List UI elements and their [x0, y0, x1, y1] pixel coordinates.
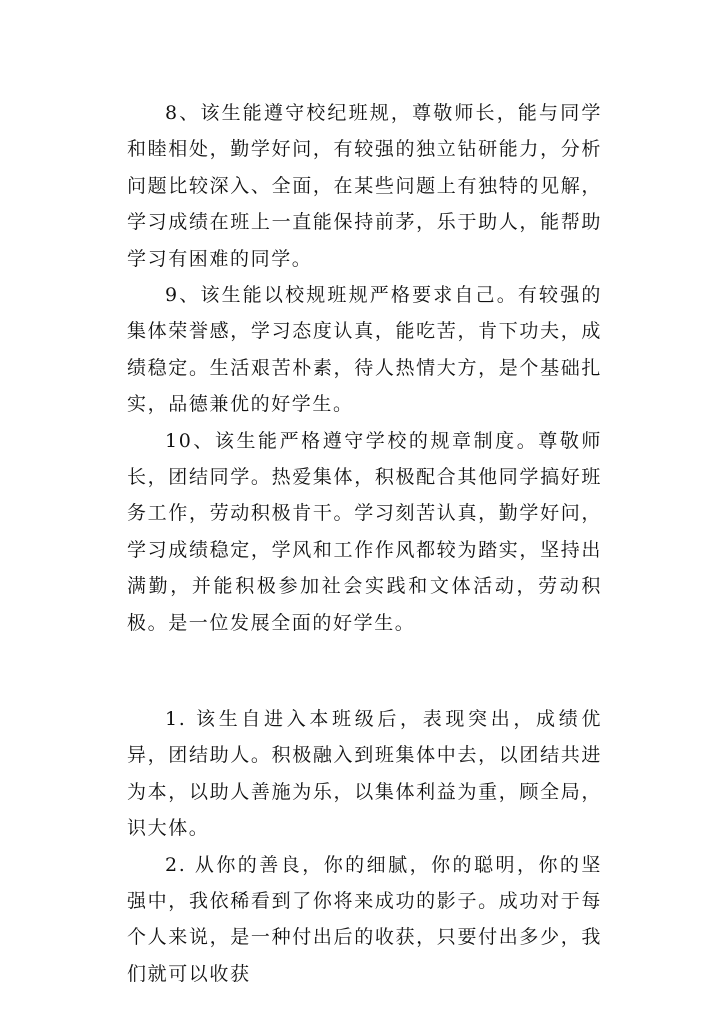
comment-section-2 — [127, 701, 602, 992]
comment-section-1 — [127, 95, 602, 641]
comment-paragraph-8: 8、该生能遵守校纪班规，尊敬师长，能与同学和睦相处，勤学好问，有较强的独立钻研能力，分析问题比较深入、全面，在某些问题上有独特的见解，学习成绩在班上一直能保持前茅，乐于助人，能帮助学习有困难的同学。 — [127, 102, 602, 270]
comment-paragraph-10: 10、该生能严格遵守学校的规章制度。尊敬师长，团结同学。热爱集体，积极配合其他同学搞好班务工作，劳动积极肯干。学习刻苦认真，勤学好问，学习成绩稳定，学风和工作作风都较为踏实，坚持出满勤，并能积极参加社会实践和文体活动，劳动积极。是一位发展全面的好学生。 — [127, 429, 602, 634]
comment-paragraph-2: 2. 从你的善良，你的细腻，你的聪明，你的坚强中，我依稀看到了你将来成功的影子。成功对于每个人来说，是一种付出后的收获，只要付出多少，我们就可以收获 — [127, 853, 602, 985]
comment-paragraph-1: 1. 该生自进入本班级后，表现突出，成绩优异，团结助人。积极融入到班集体中去，以团结共进为本，以助人善施为乐，以集体利益为重，顾全局，识大体。 — [127, 708, 602, 840]
comment-paragraph-9: 9、该生能以校规班规严格要求自己。有较强的集体荣誉感，学习态度认真，能吃苦，肯下功夫，成绩稳定。生活艰苦朴素，待人热情大方，是个基础扎实，品德兼优的好学生。 — [127, 284, 602, 416]
